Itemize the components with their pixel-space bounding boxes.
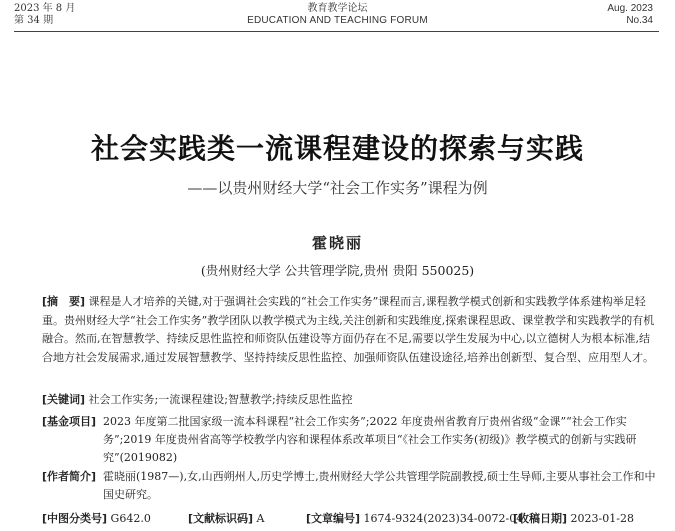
date-label: [收稿日期] xyxy=(513,512,568,525)
doc-code xyxy=(188,511,265,527)
header-date-en: Aug. 2023 xyxy=(607,3,653,14)
author-affiliation: (贵州财经大学 公共管理学院,贵州 贵阳 550025) xyxy=(200,263,475,278)
header-right xyxy=(607,3,653,27)
abstract-label: [摘 要] xyxy=(42,295,86,308)
clc-value: G642.0 xyxy=(107,512,151,525)
header-date-cn: 2023 年 8 月 xyxy=(14,3,76,14)
header-issue-cn: 第 34 期 xyxy=(14,15,54,26)
paper-title: 社会实践类一流课程建设的探索与实践 xyxy=(90,132,584,165)
article-label: [文章编号] xyxy=(306,512,361,525)
journal-header xyxy=(0,0,675,32)
received-date xyxy=(513,511,634,527)
fund-text: 2023 年度第二批国家级一流本科课程“社会工作实务”;2022 年度贵州省教育厅贵州省级“金课”“社会工作实务”;2019 年度贵州省高等学校教学内容和课程体系改革项目“《社会工作实务(初级)》教学模式的创新与实践研究”(2019082) xyxy=(103,415,637,464)
fund-label: [基金项目] xyxy=(42,415,97,428)
doc-value: A xyxy=(253,512,265,525)
article-value: 1674-9324(2023)34-0072-04 xyxy=(360,512,524,525)
journal-name-cn: 教育教学论坛 xyxy=(307,3,368,14)
header-rule xyxy=(14,31,659,32)
bio-text: 霍晓丽(1987—),女,山西朔州人,历史学博士,贵州财经大学公共管理学院副教授,硕士生导师,主要从事社会工作和中国史研究。 xyxy=(103,470,656,501)
keywords xyxy=(42,391,660,410)
paper-subtitle: ——以贵州财经大学“社会工作实务”课程为例 xyxy=(187,179,488,197)
abstract-text: 课程是人才培养的关键,对于强调社会实践的“社会工作实务”课程而言,课程教学模式创新和实践教学体系建构举足轻重。贵州财经大学“社会工作实务”教学团队以教学模式为主线,关注创新和实践维度,探索课程思政、课堂教学和实践教学的有机融合。然而,在智慧教学、持续反思性监控和师资队伍建设等方面仍存在不足,需要以学生发展为中心,以立德树人为根本标准,结合地方社会发展需求,通过发展智慧教学、坚持持续反思性监控、加强师资队伍建设途径,培养出创新型、复合型、应用型人才。 xyxy=(42,295,655,364)
bio-label: [作者简介] xyxy=(42,470,97,483)
doc-label: [文献标识码] xyxy=(188,512,254,525)
date-value: 2023-01-28 xyxy=(567,512,634,525)
author-name: 霍晓丽 xyxy=(311,234,363,252)
header-issue-en: No.34 xyxy=(626,15,653,26)
article-number xyxy=(306,511,523,527)
clc-number xyxy=(42,511,151,527)
header-center xyxy=(0,3,675,27)
keywords-text: 社会工作实务;一流课程建设;智慧教学;持续反思性监控 xyxy=(85,393,353,406)
keywords-label: [关键词] xyxy=(42,393,86,406)
abstract xyxy=(42,293,660,367)
clc-label: [中图分类号] xyxy=(42,512,108,525)
journal-name-en: EDUCATION AND TEACHING FORUM xyxy=(247,15,428,26)
